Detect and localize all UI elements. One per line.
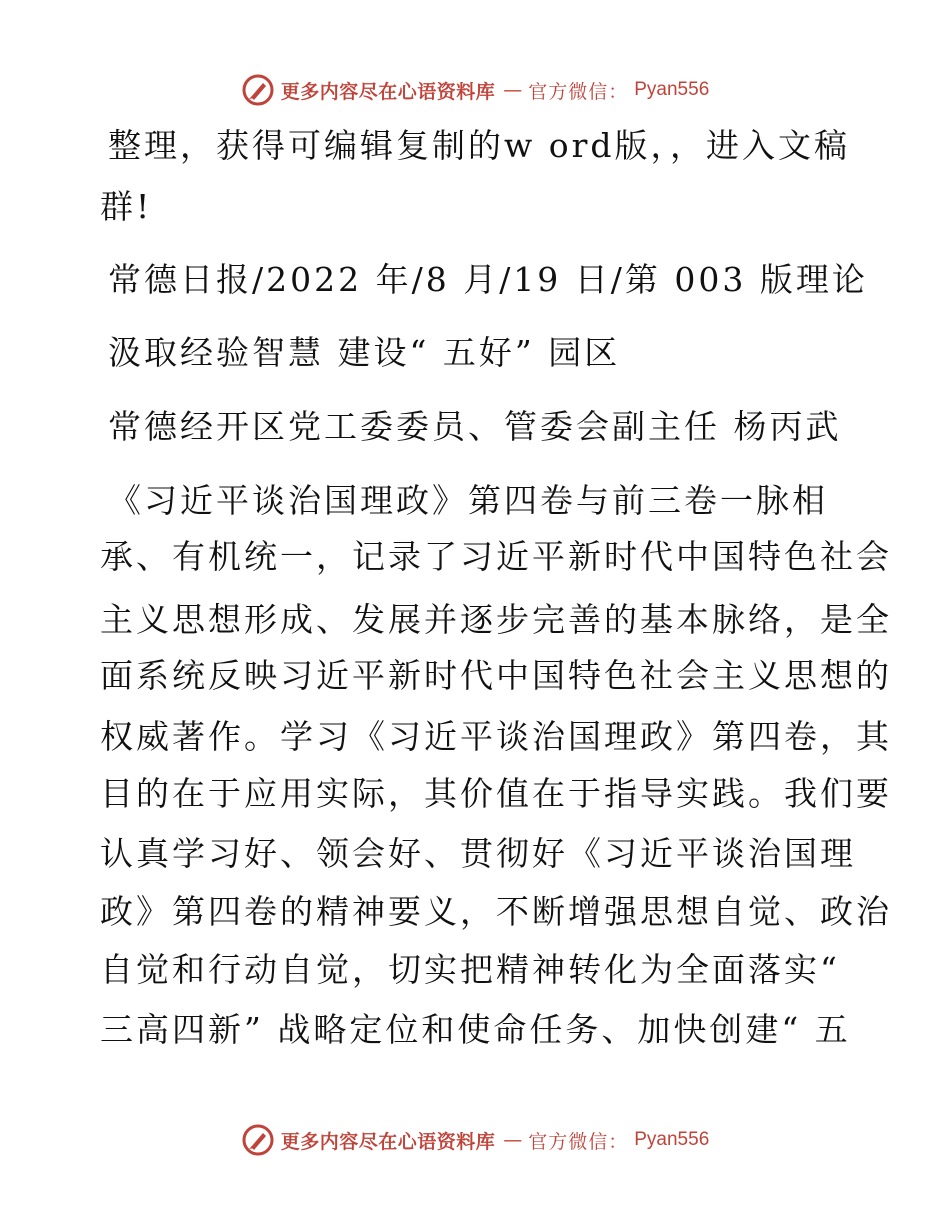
footer-watermark-banner <box>0 1120 950 1160</box>
body-line: 认真学习好、领会好、贯彻好《习近平谈治国理 <box>100 834 856 873</box>
body-line: 整理，获得可编辑复制的w ord版，，进入文稿 <box>108 126 851 165</box>
body-line: 三高四新” 战略定位和使命任务、加快创建“ 五 <box>100 1010 851 1049</box>
body-line: 目的在于应用实际，其价值在于指导实践。我们要 <box>100 774 892 813</box>
header-watermark-banner <box>0 70 950 110</box>
banner-promo-text: 更多内容尽在心语资料库 <box>280 1130 496 1153</box>
body-line: 群! <box>100 187 153 226</box>
body-line: 承、有机统一，记录了习近平新时代中国特色社会 <box>100 537 892 576</box>
banner-separator: — <box>503 79 523 101</box>
author-line: 常德经开区党工委委员、管委会副主任 杨丙武 <box>108 407 842 446</box>
body-line: 主义思想形成、发展并逐步完善的基本脉络，是全 <box>100 600 892 639</box>
body-line: 自觉和行动自觉，切实把精神转化为全面落实“ <box>100 950 840 989</box>
banner-promo-text: 更多内容尽在心语资料库 <box>280 80 496 103</box>
pen-nib-logo-icon <box>241 1123 275 1157</box>
body-line: 《习近平谈治国理政》第四卷与前三卷一脉相 <box>108 481 828 520</box>
banner-wechat-id: Pyan556 <box>634 1129 710 1150</box>
banner-wechat-label: 官方微信： <box>528 1130 629 1153</box>
body-line: 面系统反映习近平新时代中国特色社会主义思想的 <box>100 656 892 695</box>
body-line: 权威著作。学习《习近平谈治国理政》第四卷，其 <box>100 717 892 756</box>
banner-wechat-id: Pyan556 <box>634 79 710 100</box>
banner-separator: — <box>503 1129 523 1151</box>
source-line: 常德日报/2022 年/8 月/19 日/第 003 版理论 <box>108 260 868 299</box>
article-title: 汲取经验智慧 建设“ 五好” 园区 <box>108 333 621 372</box>
pen-nib-logo-icon <box>241 73 275 107</box>
banner-wechat-label: 官方微信： <box>528 80 629 103</box>
body-line: 政》第四卷的精神要义，不断增强思想自觉、政治 <box>100 892 892 931</box>
